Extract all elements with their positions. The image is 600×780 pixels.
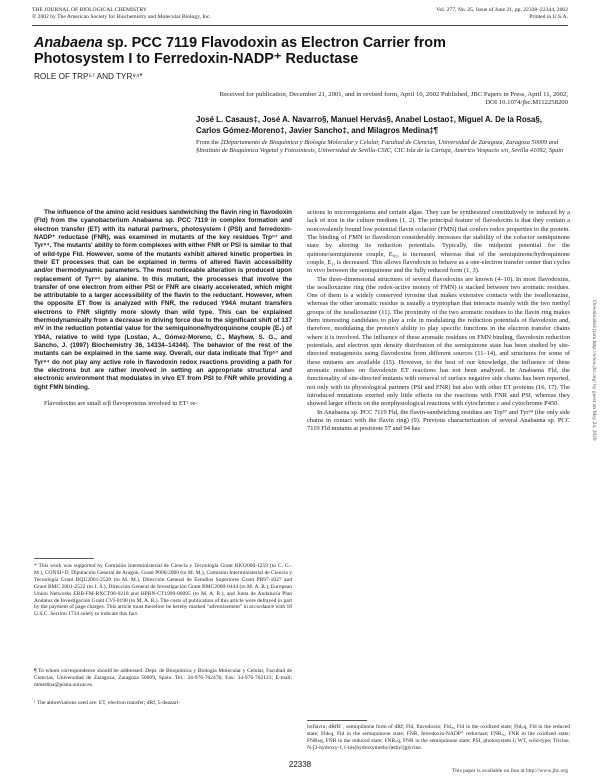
article-subtitle: ROLE OF TRP⁵⁷ AND TYR⁹⁴*	[34, 72, 143, 81]
title-line1-rest: sp. PCC 7119 Flavodoxin as Electron Carrier from	[102, 35, 446, 51]
copyright-line: © 2002 by The American Society for Biochemistry and Molecular Biology, Inc.	[32, 13, 211, 20]
title-species: Anabaena	[34, 35, 103, 51]
journal-name: THE JOURNAL OF BIOLOGICAL CHEMISTRY	[32, 7, 147, 13]
affiliation-lead: From the	[196, 139, 221, 146]
body-paragraph-3: In Anabaena sp. PCC 7119 Fld, the flavin-sandwiching residues are Trp⁵⁷ and Tyr⁹⁴ (the only side chains in contact with the flavin ring) (9). Previous characterization of several Anabaena sp. PCC 7119 Fld mutants at positions 57 and 94 has	[307, 408, 570, 433]
body-paragraph-2: The three-dimensional structures of several flavodoxins are known (4–10). In most flavodoxins, the isoalloxazine ring (the redox-active moiety of FMN) is stacked between two aromatic residues. One of them is a widely conserved tyrosine that makes extensive contacts with the isoalloxazine, whereas the other aromatic residue is usually a tryptophan that interacts mainly with the two methyl groups of the isoalloxazine (11). The proximity of the two aromatic residues to the flavin ring makes them interesting candidates to play a role in modulating the reduction potentials of flavodoxin and, therefore, modulating the protein's ability to play specific functions in the electron transfer chains where it is involved. The influence of these aromatic residues on FMN binding, flavodoxin reduction potentials, and electron spin density distribution of the semiquinone state has been studied by site-directed mutagenesis using flavodoxins from different sources (11–14), and structures for some of these mutants are available (15). However, to the best of our knowledge, the influence of these aromatic residues on flavodoxin ET reactions has not been analyzed. In Anabaena Fld, the functionality of site-directed mutants with removal of surface negative side chains has been reported, not only with its physiological partners (PSI and FNR) but also with other ET proteins (16, 17). The introduced mutations exerted only little effects on the reactions with FNR and PSI, whereas they showed larger effects on the nonphysiological reactions with cytochrome c and cytochrome P450.	[307, 275, 570, 408]
footnote-correspondence: ¶ To whom correspondence should be addressed: Dept. de Bioquímica y Biología Molecular y Celular, Facultad de Ciencias, Universidad de Zaragoza, Zaragoza 50009, Spain. Tel.: 34-976-762476; Fax: 34-976-762123; E-mail: mmedina@posta.unizar.es.	[34, 668, 292, 688]
affiliations	[196, 139, 568, 155]
author-list: José L. Casaus‡, José A. Navarro§, Manuel Hervás§, Anabel Lostao‡, Miguel A. De la Rosa§, Carlos Gómez-Moreno‡, Javier Sancho‡, and Milagros Medina‡¶	[196, 115, 543, 135]
title-line2: Photosystem I to Ferredoxin-NADP⁺ Reductase	[34, 51, 359, 67]
header-divider	[32, 25, 568, 26]
journal-header-left	[32, 7, 211, 21]
download-watermark-text: Downloaded from http://www.jbc.org/ by guest on May 24, 2020	[591, 300, 597, 441]
received-dates: Received for publication, December 21, 2001, and in revised form, April 10, 2002 Published, JBC Papers in Press, April 11, 2002, DOI 10.1074/jbc.M112258200	[219, 91, 568, 107]
volume-issue: Vol. 277, No. 25, Issue of June 21, pp. 22338–22344, 2002	[436, 7, 568, 13]
printed-in: Printed in U.S.A.	[529, 13, 568, 20]
affiliation-text: ‡Departamento de Bioquímica y Biología Molecular y Celular, Facultad de Ciencias, Universidad de Zaragoza, Zaragoza 50009 and §Instituto de Bioquímica Vegetal y Fotosíntesis, Universidad de Sevilla-CSIC, CIC Isla de la Cartuja, Américo Vespucio s/n, Sevilla 41092, Spain	[196, 139, 564, 155]
intro-paragraph: Flavodoxins are small α/β flavoproteins involved in ET¹ re-	[44, 399, 198, 407]
left-column	[34, 209, 292, 408]
footnote-abbreviations-continued: boflavin; dRfH˙, semiquinone form of dRf; Fld, flavodoxin; Fldₒₓ, Fld in the oxidized state; Fldₛq, Fld in the reduced state; Fldₕq, Fld in the semiquinone state; FNR, ferredoxin-NADP⁺ reductase; FNRₒₓ, FNR in the oxidized state; FNRₕq, FNR in the reduced state; FNRₛq, FNR in the semiquinone state; PSI, photosystem I; WT, wild-type; Tricine, N-[2-hydroxy-1,1-bis(hydroxymethyl)ethyl]glycine.	[307, 724, 570, 751]
abstract: The influence of the amino acid residues sandwiching the flavin ring in flavodoxin (Fld) from the cyanobacterium Anabaena sp. PCC 7119 in complex formation and electron transfer (ET) with its natural partners, photosystem I (PSI) and ferredoxin-NADP⁺ reductase (FNR), was examined in mutants of the key residues Trp⁵⁷ and Tyr⁹⁴. The mutants' ability to form complexes with either FNR or PSI is similar to that of wild-type Fld. However, some of the mutants exhibit altered kinetic properties in their ET processes that can be explained in terms of altered flavin accessibility and/or thermodynamic parameters. The most noticeable alteration is produced upon replacement of Tyr⁹⁴ by alanine. In this mutant, the processes that involve the transfer of one electron from either PSI or FNR are clearly accelerated, which might be attributable to a larger accessibility of the flavin to the reductant. However, when the opposite ET flow is analyzed with FNR, the reduced Y94A mutant transfers electrons to FNR slightly more slowly than wild type. This can be explained thermodynamically from a decrease in driving force due to the significant shift of 137 mV in the reduction potential value for the semiquinone/hydroquinone couple (E₁) of Y94A, relative to wild type (Lostao, A., Gómez-Moreno, C., Mayhew, S. G., and Sancho, J. (1997) Biochemistry 36, 14334–14344). The behavior of the rest of the mutants can be explained in the same way. Overall, our data indicate that Trp⁵⁷ and Tyr⁹⁴ do not play any active role in flavodoxin redox reactions providing a path for the electrons but are rather involved in setting an appropriate structural and electronic environment that modulates in vivo ET from PSI to FNR while providing a tight FMN binding.	[34, 209, 292, 391]
body-paragraph-1: actions in microorganisms and certain algae. They can be synthesized constitutively or induced by a lack of iron in the culture medium (1, 2). The principal feature of flavodoxins is that they contain a noncovalently bound low potential flavin cofactor (FMN) that confers redox properties to the protein. The binding of FMN to flavodoxin considerably increases the stability of the cofactor semiquinone state by altering its reduction potentials. Typically, the midpoint potential for the quinone/semiquinone couple, E₀₂, is increased, whereas that of the semiquinone/hydroquinone couple, E₁, is decreased. This allows flavodoxin to behave as a one-electron transfer center that cycles in vivo between the semiquinone and the fully reduced form (1, 3).	[307, 209, 570, 275]
right-column	[307, 209, 570, 433]
footnote-divider-right	[307, 720, 367, 721]
journal-header-right	[436, 7, 568, 21]
online-availability-note: This paper is available on line at http://www.jbc.org	[451, 768, 568, 774]
page-number: 22338	[288, 760, 312, 769]
footnote-divider	[34, 558, 94, 559]
footnote-funding: * This work was supported by Comisión Interministerial de Ciencia y Tecnología Grant BIO2000-1259 (to C. G.-M.), CONSI+D, Diputación General de Aragón, Grant P006/2000 (to M. M.), Comisión Interministerial de Ciencia y Tecnología Grant BQU2001-2520 (to M. M.), Dirección General de Estudios Superiores Grant PB97-1027 and Grant BMC 2001-2522 (to J. S.), Dirección General de Investigación Grant BMC2000-0444 (to M. A. R.), European Union Networks ERB-FM-RXCT98-0218 and HPRN-CT1999-00095 (to M. A. R.), and Junta de Andalucía Plan Andaluz de Investigación Grant CVI-0198 (to M. A. R.). The costs of publication of this article were defrayed in part by the payment of page charges. This article must therefore be hereby marked "advertisement" in accordance with 18 U.S.C. Section 1734 solely to indicate this fact.	[34, 563, 292, 618]
footnote-abbreviations: ¹ The abbreviations used are: ET, electron transfer; dRf, 5-deazari-	[34, 700, 181, 706]
download-watermark	[590, 300, 598, 660]
article-title	[34, 35, 574, 67]
